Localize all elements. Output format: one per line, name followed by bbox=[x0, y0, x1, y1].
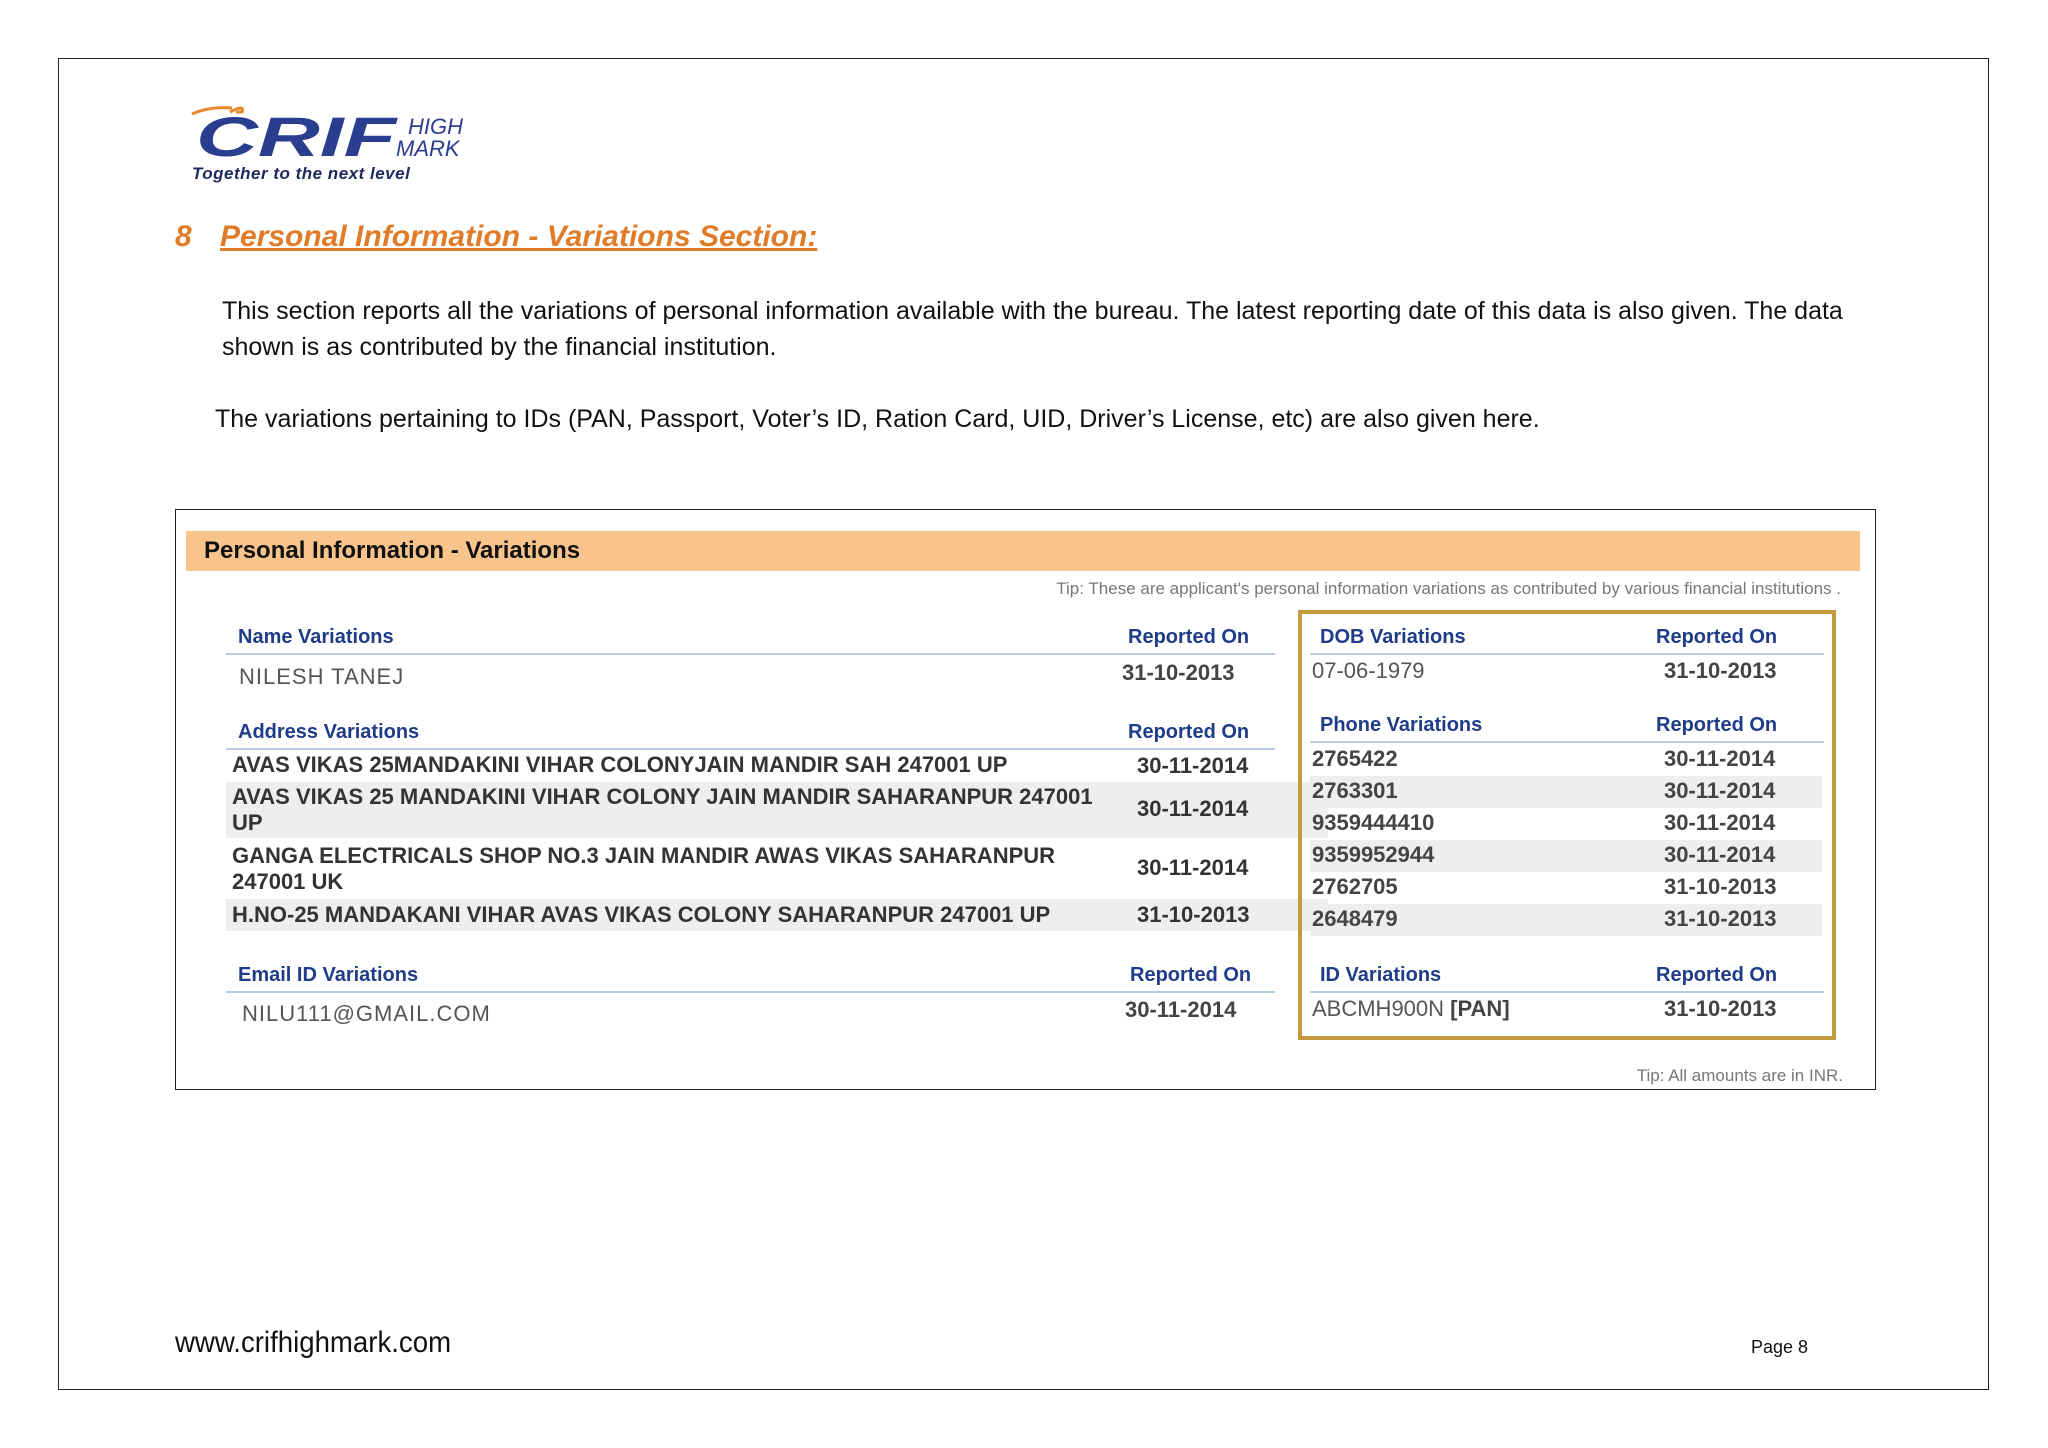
phone-row bbox=[1310, 872, 1822, 904]
name-variations-label: Name Variations bbox=[238, 626, 394, 648]
phone-value: 2763301 bbox=[1312, 778, 1398, 803]
ids-paragraph: The variations pertaining to IDs (PAN, Passport, Voter’s ID, Ration Card, UID, Driver’s License, etc) are also given here. bbox=[215, 405, 1540, 433]
phone-value: 2762705 bbox=[1312, 874, 1398, 899]
section-title: Personal Information - Variations Section: bbox=[220, 220, 818, 253]
intro-paragraph: This section reports all the variations of personal information available with the bureau. The latest reporting date of this data is also given. The data shown is as contributed by the financial institution. bbox=[222, 297, 1843, 361]
phone-variations-label: Phone Variations bbox=[1320, 714, 1483, 736]
phone-date: 30-11-2014 bbox=[1664, 746, 1776, 771]
phone-date: 30-11-2014 bbox=[1664, 810, 1776, 835]
address-date: 30-11-2014 bbox=[1137, 855, 1249, 880]
id-type: [PAN] bbox=[1450, 996, 1510, 1021]
name-value: NILESH TANEJ bbox=[239, 664, 405, 689]
address-row bbox=[226, 752, 1326, 780]
logo-tagline: Together to the next level bbox=[192, 164, 411, 183]
dob-reported-on: Reported On bbox=[1656, 626, 1778, 648]
address-variations-label: Address Variations bbox=[238, 721, 420, 743]
address-reported-on: Reported On bbox=[1128, 721, 1250, 743]
phone-reported-on: Reported On bbox=[1656, 714, 1778, 736]
divider bbox=[226, 991, 1275, 993]
id-value: ABCMH900N bbox=[1312, 996, 1445, 1021]
address-date: 30-11-2014 bbox=[1137, 796, 1249, 821]
email-reported-on: Reported On bbox=[1130, 964, 1252, 986]
logo-sub2: MARK bbox=[396, 136, 460, 161]
phone-row bbox=[1310, 744, 1822, 776]
phone-value: 9359444410 bbox=[1312, 810, 1435, 835]
footer-url: www.crifhighmark.com bbox=[175, 1326, 452, 1359]
address-row bbox=[226, 841, 1326, 897]
logo-sub1: HIGH bbox=[408, 114, 463, 139]
address-value: AVAS VIKAS 25 MANDAKINI VIHAR COLONY JAIN MANDIR SAHARANPUR 247001 UP bbox=[232, 784, 1093, 835]
id-date: 31-10-2013 bbox=[1664, 996, 1777, 1021]
email-value: NILU111@GMAIL.COM bbox=[242, 1001, 491, 1026]
section-number: 8 bbox=[175, 220, 192, 253]
logo-brand: CRIF bbox=[196, 105, 399, 168]
address-date: 30-11-2014 bbox=[1137, 753, 1249, 778]
id-row bbox=[1310, 994, 1822, 1026]
logo-graphic bbox=[190, 98, 500, 168]
right-variations-panel bbox=[1298, 610, 1836, 1040]
divider bbox=[226, 748, 1275, 750]
phone-date: 31-10-2013 bbox=[1664, 874, 1777, 899]
address-date: 31-10-2013 bbox=[1137, 902, 1250, 927]
phone-value: 2765422 bbox=[1312, 746, 1398, 771]
divider bbox=[1310, 653, 1824, 655]
phone-row bbox=[1310, 840, 1822, 872]
variations-report bbox=[175, 509, 1876, 1090]
phone-row bbox=[1310, 808, 1822, 840]
divider bbox=[226, 653, 1275, 655]
email-variations-label: Email ID Variations bbox=[238, 964, 419, 986]
section-heading bbox=[175, 220, 817, 254]
dob-date: 31-10-2013 bbox=[1664, 658, 1777, 683]
divider bbox=[1310, 741, 1824, 743]
report-header-title: Personal Information - Variations bbox=[204, 537, 581, 564]
address-value: GANGA ELECTRICALS SHOP NO.3 JAIN MANDIR AWAS VIKAS SAHARANPUR 247001 UK bbox=[232, 843, 1056, 894]
phone-date: 30-11-2014 bbox=[1664, 842, 1776, 867]
tip-bottom: Tip: All amounts are in INR. bbox=[1636, 1066, 1843, 1085]
dob-value: 07-06-1979 bbox=[1312, 658, 1425, 683]
phone-row bbox=[1310, 776, 1822, 808]
crif-high-mark-logo bbox=[190, 98, 500, 188]
tip-top: Tip: These are applicant's personal information variations as contributed by various financial institutions . bbox=[1056, 579, 1841, 598]
phone-value: 9359952944 bbox=[1312, 842, 1435, 867]
address-value: AVAS VIKAS 25MANDAKINI VIHAR COLONYJAIN MANDIR SAH 247001 UP bbox=[232, 752, 1008, 777]
page-number: Page 8 bbox=[1751, 1337, 1809, 1357]
address-row bbox=[226, 782, 1328, 838]
phone-date: 30-11-2014 bbox=[1664, 778, 1776, 803]
report-header-band bbox=[186, 531, 1860, 571]
id-value-group bbox=[1312, 996, 1510, 1022]
phone-row bbox=[1310, 904, 1822, 936]
address-row bbox=[226, 899, 1328, 931]
dob-row bbox=[1310, 656, 1822, 688]
address-value: H.NO-25 MANDAKANI VIHAR AVAS VIKAS COLONY SAHARANPUR 247001 UP bbox=[232, 902, 1051, 927]
phone-value: 2648479 bbox=[1312, 906, 1398, 931]
name-reported-on: Reported On bbox=[1128, 626, 1250, 648]
divider bbox=[1310, 991, 1824, 993]
email-date: 30-11-2014 bbox=[1125, 997, 1237, 1022]
phone-date: 31-10-2013 bbox=[1664, 906, 1777, 931]
name-date: 31-10-2013 bbox=[1122, 660, 1235, 685]
id-variations-label: ID Variations bbox=[1320, 964, 1442, 986]
dob-variations-label: DOB Variations bbox=[1320, 626, 1466, 648]
id-reported-on: Reported On bbox=[1656, 964, 1778, 986]
